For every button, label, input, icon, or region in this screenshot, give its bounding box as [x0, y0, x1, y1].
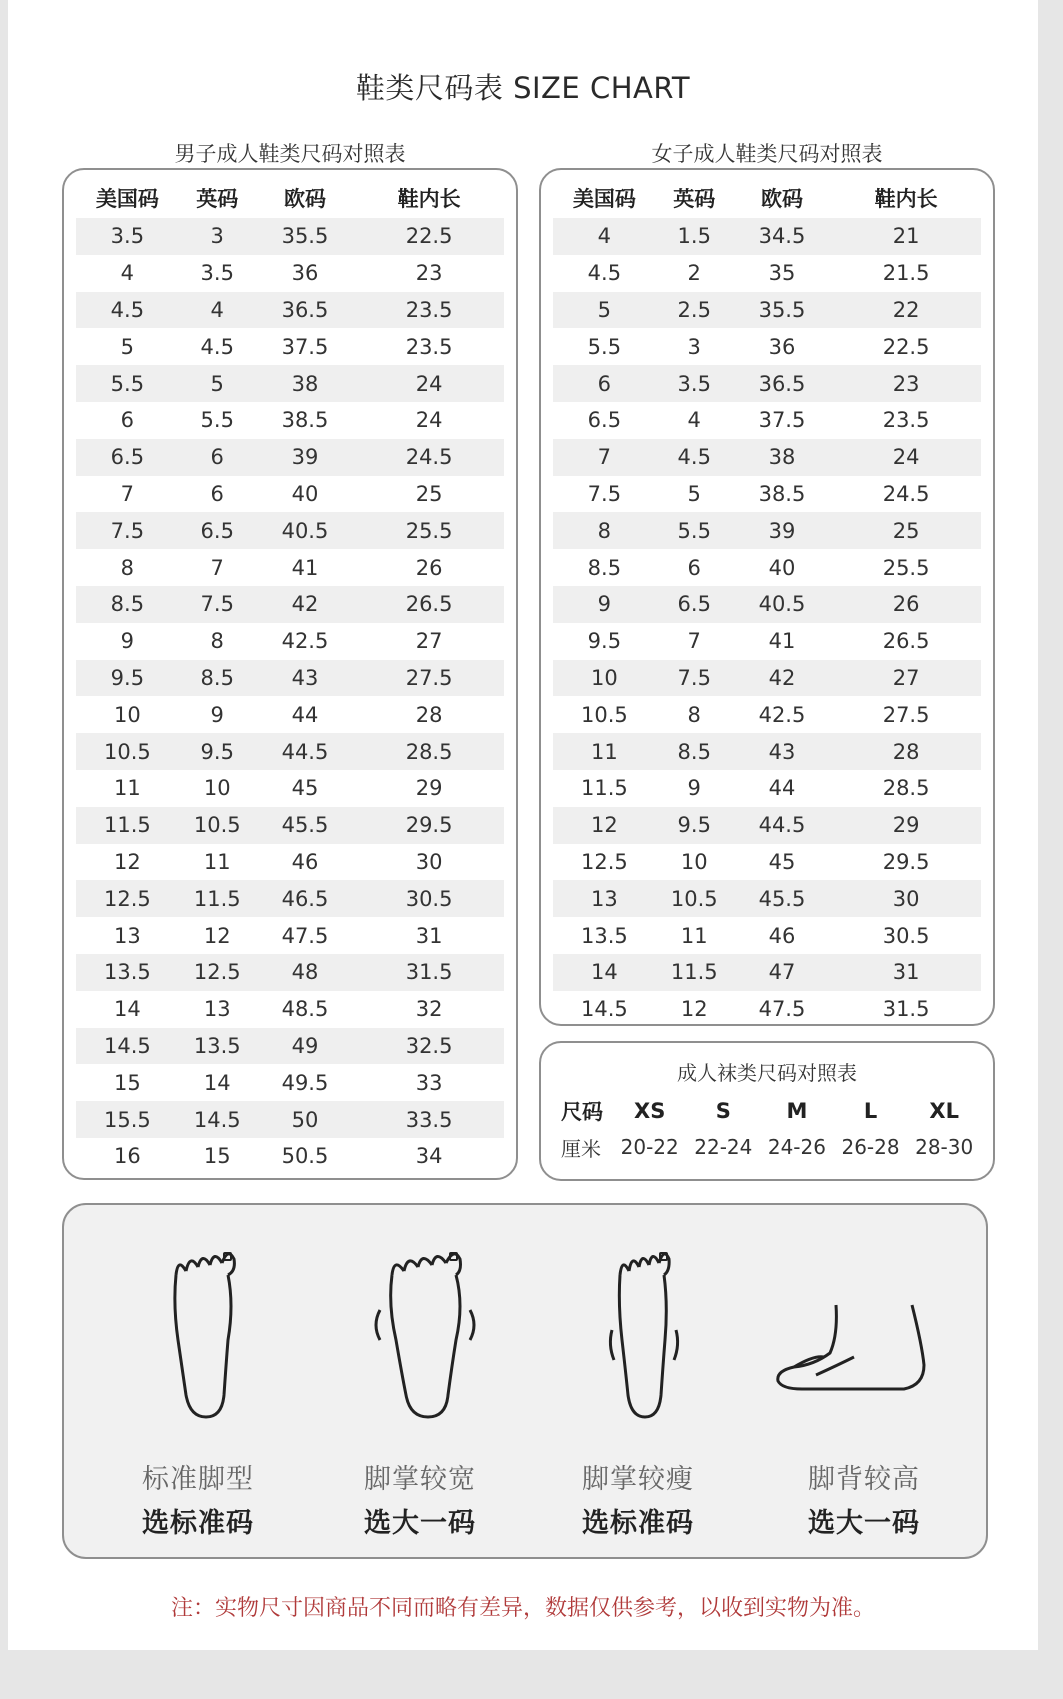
table-cell: 23.5 [405, 334, 453, 359]
table-cell: 11 [203, 849, 231, 874]
table-cell: 24.5 [882, 481, 930, 506]
table-row [553, 880, 981, 917]
table-row [553, 807, 981, 844]
size-chart-page [8, 0, 1038, 1650]
table-cell: 1.5 [656, 218, 733, 255]
table-cell: 37.5 [758, 408, 806, 433]
table-cell: 13 [113, 923, 141, 948]
table-cell: 7.5 [587, 481, 622, 506]
table-cell: 8 [120, 555, 135, 580]
table-row [76, 1101, 504, 1138]
table-cell: 9 [210, 702, 224, 727]
table-cell: 10 [203, 776, 231, 801]
table-cell: 6 [210, 481, 224, 506]
table-cell: 13 [203, 997, 231, 1022]
table-cell: 22 [831, 292, 981, 329]
table-cell: 5 [120, 334, 135, 359]
table-cell: 23 [831, 365, 981, 402]
table-row [76, 1064, 504, 1101]
column-header: 美国码 [95, 187, 159, 211]
table-cell: 49 [256, 1028, 354, 1065]
table-cell: 22.5 [882, 334, 930, 359]
table-cell: 39 [256, 439, 354, 476]
table-cell: 44.5 [256, 733, 354, 770]
table-cell: 27.5 [354, 660, 504, 697]
table-row [553, 255, 981, 292]
table-cell: 10.5 [580, 702, 628, 727]
table-row [76, 549, 504, 586]
foot-type-wide [310, 1205, 530, 1561]
table-cell: 23 [415, 261, 443, 286]
table-cell: 24 [831, 439, 981, 476]
table-cell: 23.5 [354, 292, 504, 329]
table-cell: 31.5 [882, 997, 930, 1022]
table-cell: 44 [768, 776, 796, 801]
table-cell: 7.5 [656, 660, 733, 697]
table-cell: 38.5 [281, 408, 329, 433]
table-cell: 30 [415, 849, 443, 874]
table-row [76, 255, 504, 292]
sock-cm-cell: 26-28 [841, 1135, 900, 1159]
table-row [553, 954, 981, 991]
table-cell: 24 [415, 408, 443, 433]
table-row [76, 880, 504, 917]
table-cell: 5.5 [587, 334, 622, 359]
table-cell: 11 [680, 923, 708, 948]
table-row [553, 439, 981, 476]
table-row [553, 365, 981, 402]
table-cell: 25.5 [882, 555, 930, 580]
table-row [76, 512, 504, 549]
table-cell: 13 [553, 880, 656, 917]
table-cell: 22.5 [354, 218, 504, 255]
table-cell: 5.5 [76, 365, 179, 402]
table-row [76, 1028, 504, 1065]
foot-type-label: 标准脚型 [142, 1464, 254, 1495]
table-cell: 15 [203, 1144, 231, 1169]
table-cell: 27 [415, 629, 443, 654]
table-cell: 6 [553, 365, 656, 402]
table-cell: 3.5 [656, 365, 733, 402]
foot-type-label: 脚掌较瘦 [582, 1464, 694, 1495]
table-cell: 6 [179, 439, 256, 476]
table-cell: 33.5 [354, 1101, 504, 1138]
table-row [76, 917, 504, 954]
table-cell: 7 [687, 629, 701, 654]
table-cell: 9.5 [587, 629, 622, 654]
table-cell: 9.5 [179, 733, 256, 770]
table-row [76, 439, 504, 476]
table-cell: 48 [256, 954, 354, 991]
table-cell: 34.5 [733, 218, 831, 255]
table-cell: 11 [113, 776, 141, 801]
table-row [76, 1138, 504, 1175]
table-cell: 10 [680, 849, 708, 874]
table-row [76, 696, 504, 733]
table-cell: 12 [680, 997, 708, 1022]
table-cell: 21 [831, 218, 981, 255]
table-cell: 8.5 [76, 586, 179, 623]
table-cell: 24 [354, 365, 504, 402]
table-cell: 36 [291, 261, 319, 286]
table-cell: 29 [415, 776, 443, 801]
sock-size-panel [539, 1041, 995, 1181]
table-cell: 40 [291, 481, 319, 506]
table-row [553, 512, 981, 549]
foot-type-label: 脚掌较宽 [364, 1464, 476, 1495]
table-cell: 10 [553, 660, 656, 697]
table-cell: 24.5 [354, 439, 504, 476]
table-cell: 11.5 [179, 880, 256, 917]
table-row [76, 660, 504, 697]
sock-cm-cell: 28-30 [915, 1135, 974, 1159]
table-cell: 29 [831, 807, 981, 844]
table-cell: 27 [831, 660, 981, 697]
table-cell: 12 [203, 923, 231, 948]
table-cell: 28 [415, 702, 443, 727]
table-cell: 10.5 [656, 880, 733, 917]
foot-advice-label: 选大一码 [808, 1508, 920, 1539]
column-header: 欧码 [283, 187, 326, 211]
table-row [76, 476, 504, 513]
table-cell: 44 [291, 702, 319, 727]
sock-table-title: 成人袜类尺码对照表 [677, 1061, 857, 1085]
table-row [76, 623, 504, 660]
sock-size-cell: XL [929, 1099, 959, 1123]
table-cell: 27.5 [882, 702, 930, 727]
table-cell: 11 [553, 733, 656, 770]
table-cell: 10.5 [76, 733, 179, 770]
table-cell: 49.5 [281, 1070, 329, 1095]
men-table-title: 男子成人鞋类尺码对照表 [174, 142, 406, 166]
foot-type-label: 脚背较高 [808, 1464, 920, 1495]
women-size-panel [539, 168, 995, 1026]
table-cell: 14 [113, 997, 141, 1022]
table-row [553, 660, 981, 697]
foot-advice-label: 选大一码 [364, 1508, 476, 1539]
column-header: 英码 [673, 187, 716, 211]
column-header: 美国码 [572, 187, 636, 211]
table-cell: 40.5 [256, 512, 354, 549]
table-cell: 45 [768, 849, 796, 874]
table-cell: 40 [768, 555, 796, 580]
table-cell: 40.5 [733, 586, 831, 623]
table-row [76, 807, 504, 844]
table-cell: 9 [120, 629, 135, 654]
table-cell: 38.5 [758, 481, 806, 506]
men-size-panel [62, 168, 518, 1180]
table-cell: 21.5 [882, 261, 930, 286]
table-cell: 10 [113, 702, 141, 727]
table-cell: 8.5 [656, 733, 733, 770]
table-row [553, 218, 981, 255]
table-cell: 3.5 [76, 218, 179, 255]
table-cell: 4 [120, 261, 135, 286]
table-cell: 4.5 [656, 439, 733, 476]
sock-size-cell: XS [634, 1099, 666, 1123]
disclaimer-note: 注：实物尺寸因商品不同而略有差异，数据仅供参考，以收到实物为准。 [170, 1596, 875, 1621]
sock-size-cell: M [786, 1099, 808, 1123]
table-cell: 29.5 [354, 807, 504, 844]
table-cell: 9.5 [656, 807, 733, 844]
table-cell: 47.5 [758, 997, 806, 1022]
table-cell: 35.5 [256, 218, 354, 255]
table-cell: 35 [768, 261, 796, 286]
table-row [553, 917, 981, 954]
table-cell: 39 [733, 512, 831, 549]
table-row [76, 770, 504, 807]
table-cell: 28 [831, 733, 981, 770]
table-cell: 28.5 [354, 733, 504, 770]
table-row [553, 402, 981, 439]
women-size-table [553, 178, 981, 1028]
table-cell: 43 [733, 733, 831, 770]
table-cell: 45.5 [733, 880, 831, 917]
table-cell: 36.5 [256, 292, 354, 329]
table-cell: 45 [291, 776, 319, 801]
table-row [553, 770, 981, 807]
foot-type-narrow [528, 1205, 748, 1561]
table-row [553, 623, 981, 660]
table-cell: 47.5 [281, 923, 329, 948]
table-cell: 4.5 [587, 261, 622, 286]
sock-size-row [553, 1093, 981, 1129]
table-cell: 16 [113, 1144, 141, 1169]
table-cell: 46 [768, 923, 796, 948]
table-cell: 6 [120, 408, 135, 433]
sock-size-label: 尺码 [561, 1100, 603, 1124]
table-cell: 6.5 [76, 439, 179, 476]
table-cell: 7 [120, 481, 135, 506]
table-cell: 30.5 [882, 923, 930, 948]
table-row [76, 733, 504, 770]
table-cell: 7 [210, 555, 224, 580]
sock-cm-cell: 24-26 [767, 1135, 826, 1159]
table-row [553, 696, 981, 733]
table-row [76, 218, 504, 255]
table-cell: 15 [113, 1070, 141, 1095]
table-cell: 2 [687, 261, 701, 286]
column-header: 欧码 [760, 187, 803, 211]
table-cell: 11.5 [76, 807, 179, 844]
table-cell: 3 [687, 334, 701, 359]
table-cell: 6.5 [656, 586, 733, 623]
table-cell: 28.5 [882, 776, 930, 801]
table-cell: 31 [415, 923, 443, 948]
table-cell: 4 [179, 292, 256, 329]
table-cell: 38 [256, 365, 354, 402]
table-cell: 8.5 [179, 660, 256, 697]
table-cell: 35.5 [733, 292, 831, 329]
table-row [76, 402, 504, 439]
table-cell: 23.5 [882, 408, 930, 433]
table-cell: 36.5 [733, 365, 831, 402]
table-cell: 5.5 [656, 512, 733, 549]
table-cell: 5 [687, 481, 701, 506]
table-cell: 12 [553, 807, 656, 844]
table-cell: 7.5 [76, 512, 179, 549]
table-cell: 9 [553, 586, 656, 623]
table-row [76, 365, 504, 402]
table-cell: 14 [203, 1070, 231, 1095]
foot-type-standard [88, 1205, 308, 1561]
wide-foot-icon [310, 1245, 530, 1445]
table-cell: 11.5 [656, 954, 733, 991]
table-cell: 48.5 [281, 997, 329, 1022]
table-cell: 15.5 [76, 1101, 179, 1138]
table-cell: 12 [113, 849, 141, 874]
table-cell: 42 [733, 660, 831, 697]
sock-size-cell: L [863, 1099, 878, 1123]
table-cell: 12.5 [179, 954, 256, 991]
table-cell: 43 [256, 660, 354, 697]
table-cell: 44.5 [733, 807, 831, 844]
table-cell: 5 [553, 292, 656, 329]
table-cell: 4.5 [200, 334, 234, 359]
table-cell: 31.5 [354, 954, 504, 991]
column-header: 鞋内长 [397, 187, 461, 211]
table-cell: 10.5 [179, 807, 256, 844]
table-cell: 47 [733, 954, 831, 991]
sock-cm-cell: 20-22 [620, 1135, 679, 1159]
table-cell: 8.5 [587, 555, 622, 580]
table-cell: 3.5 [200, 261, 234, 286]
table-row [76, 586, 504, 623]
table-cell: 50 [256, 1101, 354, 1138]
foot-type-panel [62, 1203, 988, 1559]
table-cell: 37.5 [281, 334, 329, 359]
table-cell: 46.5 [256, 880, 354, 917]
foot-type-high-instep [754, 1205, 974, 1561]
table-row [553, 476, 981, 513]
table-cell: 41 [768, 629, 796, 654]
table-row [553, 991, 981, 1028]
table-row [76, 844, 504, 881]
table-cell: 4 [553, 218, 656, 255]
table-cell: 46 [291, 849, 319, 874]
table-cell: 8 [210, 629, 224, 654]
table-cell: 13.5 [76, 954, 179, 991]
table-cell: 8 [553, 512, 656, 549]
table-cell: 32.5 [354, 1028, 504, 1065]
table-cell: 6.5 [587, 408, 622, 433]
table-cell: 7 [553, 439, 656, 476]
table-cell: 36 [768, 334, 796, 359]
table-cell: 42.5 [758, 702, 806, 727]
table-cell: 45.5 [256, 807, 354, 844]
table-row [76, 292, 504, 329]
sock-size-cell: S [715, 1099, 731, 1123]
table-cell: 6.5 [179, 512, 256, 549]
table-cell: 26 [831, 586, 981, 623]
table-cell: 30 [831, 880, 981, 917]
table-row [76, 991, 504, 1028]
table-cell: 31 [831, 954, 981, 991]
table-cell: 41 [291, 555, 319, 580]
table-cell: 50.5 [281, 1144, 329, 1169]
table-row [553, 328, 981, 365]
table-row [76, 954, 504, 991]
table-cell: 5 [179, 365, 256, 402]
narrow-foot-icon [528, 1245, 748, 1445]
foot-advice-label: 选标准码 [142, 1508, 254, 1539]
sock-cm-row [553, 1129, 981, 1165]
table-row [553, 292, 981, 329]
table-cell: 4.5 [76, 292, 179, 329]
table-cell: 33 [415, 1070, 443, 1095]
table-cell: 8 [687, 702, 701, 727]
sock-size-table [553, 1093, 981, 1165]
table-cell: 25.5 [354, 512, 504, 549]
table-row [76, 328, 504, 365]
table-cell: 2.5 [656, 292, 733, 329]
table-cell: 3 [179, 218, 256, 255]
high-instep-foot-icon [754, 1245, 974, 1445]
sock-cm-label: 厘米 [561, 1136, 601, 1161]
table-cell: 9 [687, 776, 701, 801]
table-row [553, 586, 981, 623]
table-cell: 14.5 [580, 997, 628, 1022]
table-cell: 32 [415, 997, 443, 1022]
table-cell: 26.5 [354, 586, 504, 623]
women-table-title: 女子成人鞋类尺码对照表 [651, 142, 883, 166]
table-cell: 12.5 [580, 849, 628, 874]
table-cell: 4 [687, 408, 701, 433]
table-cell: 13.5 [580, 923, 628, 948]
table-cell: 25 [415, 481, 443, 506]
column-header: 鞋内长 [874, 187, 938, 211]
table-cell: 42 [256, 586, 354, 623]
table-row [553, 844, 981, 881]
table-cell: 7.5 [179, 586, 256, 623]
table-cell: 26.5 [882, 629, 930, 654]
column-header: 英码 [196, 187, 239, 211]
table-cell: 5.5 [200, 408, 234, 433]
men-size-table [76, 178, 504, 1175]
table-cell: 12.5 [76, 880, 179, 917]
table-cell: 11.5 [580, 776, 628, 801]
table-cell: 13.5 [179, 1028, 256, 1065]
table-cell: 14.5 [179, 1101, 256, 1138]
page-title: 鞋类尺码表 SIZE CHART [355, 71, 691, 105]
table-cell: 42.5 [281, 629, 329, 654]
table-cell: 29.5 [882, 849, 930, 874]
table-cell: 9.5 [76, 660, 179, 697]
table-row [553, 549, 981, 586]
table-cell: 34 [415, 1144, 443, 1169]
table-cell: 26 [415, 555, 443, 580]
table-cell: 14 [553, 954, 656, 991]
table-cell: 6 [687, 555, 701, 580]
table-cell: 38 [733, 439, 831, 476]
sock-cm-cell: 22-24 [694, 1135, 753, 1159]
table-cell: 14.5 [76, 1028, 179, 1065]
standard-foot-icon [88, 1245, 308, 1445]
table-cell: 30.5 [354, 880, 504, 917]
foot-advice-label: 选标准码 [582, 1508, 694, 1539]
table-row [553, 733, 981, 770]
table-cell: 25 [831, 512, 981, 549]
